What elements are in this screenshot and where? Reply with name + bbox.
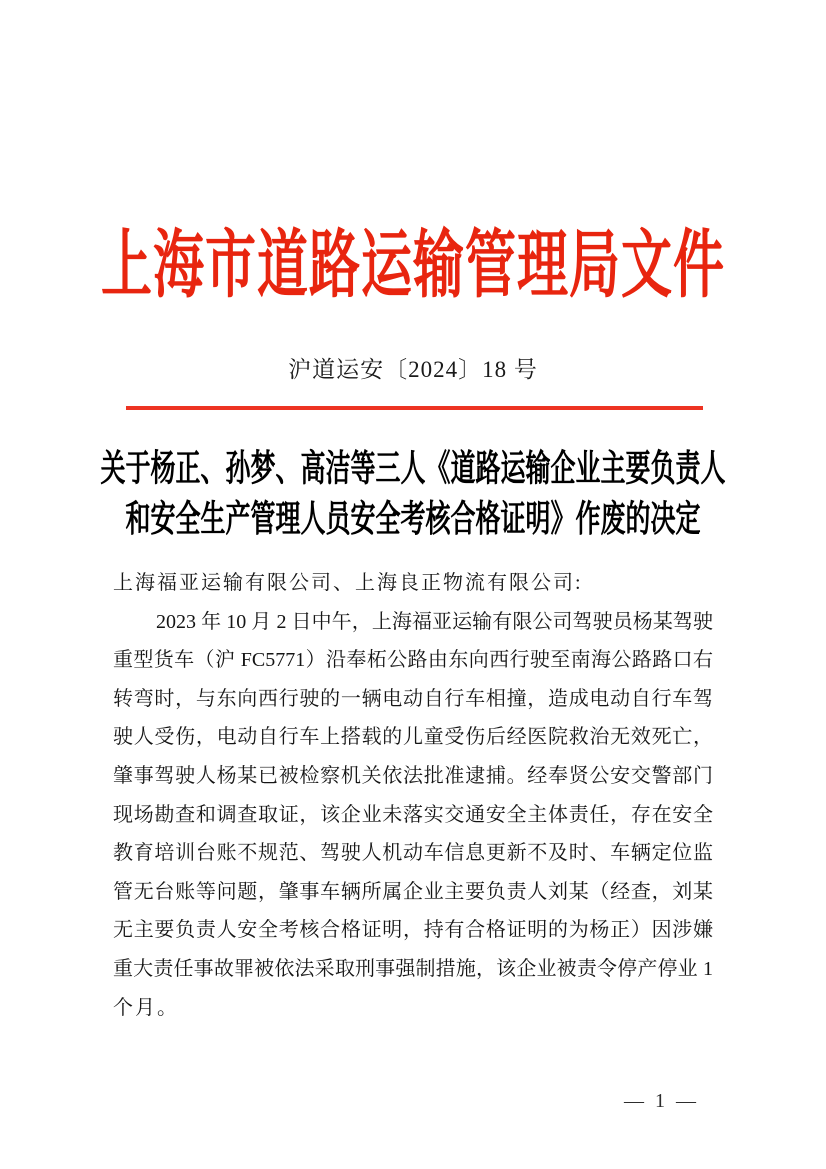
body-line: 重大责任事故罪被依法采取刑事强制措施，该企业被责令停产停业 1 [113,957,713,980]
body-line: 转弯时，与东向西行驶的一辆电动自行车相撞，造成电动自行车驾 [113,687,713,710]
page-number: — 1 — [624,1090,699,1112]
body-line: 管无台账等问题，肇事车辆所属企业主要负责人刘某（经查，刘某 [113,880,713,903]
body-line: 无主要负责人安全考核合格证明，持有合格证明的为杨正）因涉嫌 [113,919,713,942]
body-line: 个月。 [113,996,179,1019]
agency-banner-title: 上海市道路运输管理局文件 [100,226,725,308]
document-reference-number: 沪道运安〔2024〕18 号 [288,357,538,382]
body-line: 重型货车（沪 FC5771）沿奉柘公路由东向西行驶至南海公路路口右 [113,649,713,672]
document-subject-heading [0,444,826,546]
body-line: 现场勘查和调查取证，该企业未落实交通安全主体责任，存在安全 [113,803,713,826]
subject-heading-line-2: 和安全生产管理人员安全考核合格证明》作废的决定 [125,500,701,540]
body-line: 2023 年 10 月 2 日中午，上海福亚运输有限公司驾驶员杨某驾驶 [156,610,713,633]
body-line: 驶人受伤，电动自行车上搭载的儿童受伤后经医院救治无效死亡， [113,726,713,749]
salutation-line: 上海福亚运输有限公司、上海良正物流有限公司: [113,572,583,594]
body-line: 肇事驾驶人杨某已被检察机关依法批准逮捕。经奉贤公安交警部门 [113,764,713,787]
document-body [113,564,713,1027]
body-paragraph [113,603,713,1028]
body-line: 教育培训台账不规范、驾驶人机动车信息更新不及时、车辆定位监 [113,842,713,865]
subject-heading-line-1: 关于杨正、孙梦、高洁等三人《道路运输企业主要负责人 [100,449,726,489]
red-divider-line [126,406,703,410]
